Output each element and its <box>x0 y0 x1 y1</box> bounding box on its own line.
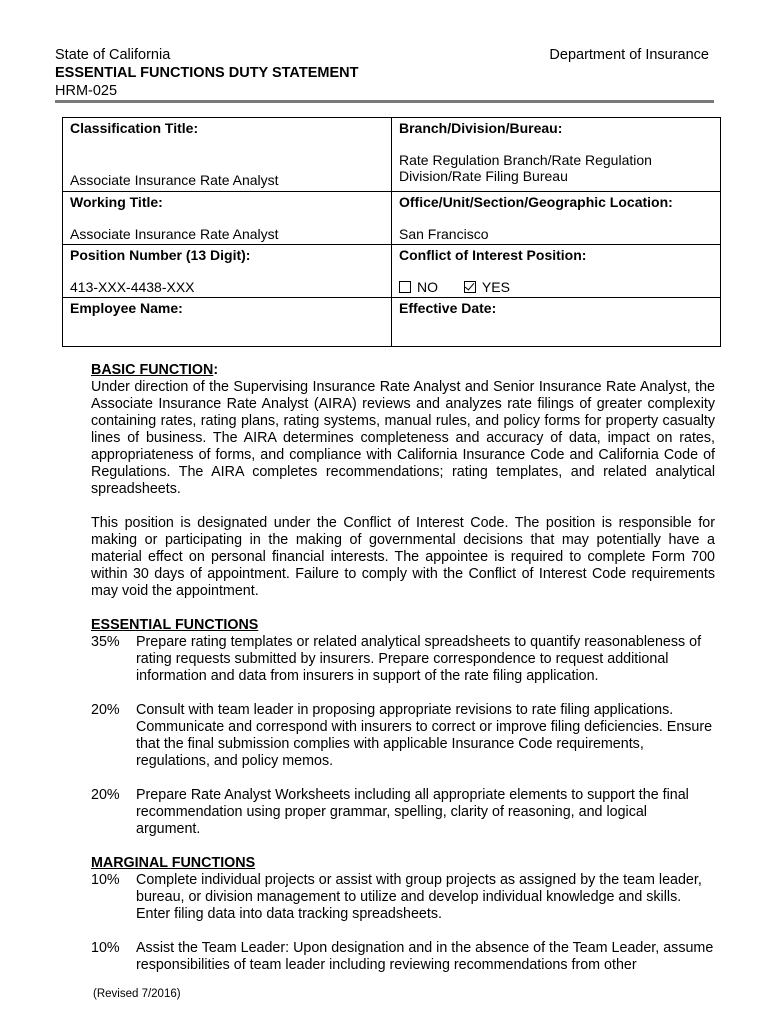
office-cell <box>392 192 721 245</box>
position-number-label: Position Number (13 Digit): <box>70 247 251 263</box>
function-text: Prepare rating templates or related analytical spreadsheets to quantify reasonableness of rating requests submitted by insurers. Prepare correspondence to request additional information and data from insurers in support of the rate filing application. <box>136 634 702 684</box>
function-text: Assist the Team Leader: Upon designation and in the absence of the Team Leader, assume responsibilities of team leader including reviewing recommendations from other <box>136 940 714 973</box>
branch-cell <box>392 118 721 192</box>
department-name: Department of Insurance <box>549 47 709 63</box>
essential-functions-heading: ESSENTIAL FUNCTIONS <box>91 617 259 633</box>
branch-label: Branch/Division/Bureau: <box>399 120 563 136</box>
working-title-value: Associate Insurance Rate Analyst <box>70 226 279 242</box>
revision-note: (Revised 7/2016) <box>93 988 181 1000</box>
conflict-yes-option[interactable] <box>464 279 510 295</box>
conflict-label: Conflict of Interest Position: <box>399 247 587 263</box>
function-percent: 35% <box>91 634 120 650</box>
basic-function-heading-line <box>91 362 715 379</box>
marginal-function-item <box>91 940 715 974</box>
document-title: ESSENTIAL FUNCTIONS DUTY STATEMENT <box>55 65 359 81</box>
document-body <box>91 362 715 974</box>
conflict-cell <box>392 245 721 298</box>
header-divider <box>55 100 714 103</box>
position-number-cell <box>63 245 392 298</box>
classification-label: Classification Title: <box>70 120 199 136</box>
position-info-table <box>62 117 721 347</box>
function-percent: 10% <box>91 940 120 956</box>
conflict-no-label: NO <box>417 279 438 295</box>
essential-function-item <box>91 634 715 685</box>
heading-colon: : <box>213 362 219 378</box>
effective-date-label: Effective Date: <box>399 300 497 316</box>
marginal-function-item <box>91 872 715 923</box>
document-header <box>55 46 358 100</box>
conflict-no-option[interactable] <box>399 279 438 295</box>
function-percent: 20% <box>91 787 120 803</box>
employee-name-label: Employee Name: <box>70 300 183 316</box>
classification-value: Associate Insurance Rate Analyst <box>70 172 279 188</box>
conflict-yes-checkbox[interactable] <box>464 281 476 293</box>
working-title-label: Working Title: <box>70 194 163 210</box>
essential-function-item <box>91 787 715 838</box>
function-text: Prepare Rate Analyst Worksheets including all appropriate elements to support the final recommendation using proper grammar, spelling, clarity of reasoning, and logical argument. <box>136 787 689 837</box>
conflict-no-checkbox[interactable] <box>399 281 411 293</box>
function-text: Consult with team leader in proposing appropriate revisions to rate filing applications. Communicate and correspond with insurers to correct or improve filing deficiencies. Ensure that the final submission complies with applicable Insurance Code requirements, regulations, and policy memos. <box>136 702 713 769</box>
effective-date-cell[interactable] <box>392 298 721 347</box>
state-name: State of California <box>55 47 171 63</box>
employee-name-cell[interactable] <box>63 298 392 347</box>
form-number: HRM-025 <box>55 83 118 99</box>
office-value: San Francisco <box>399 226 489 242</box>
office-label: Office/Unit/Section/Geographic Location: <box>399 194 673 210</box>
classification-cell <box>63 118 392 192</box>
function-percent: 20% <box>91 702 120 718</box>
marginal-functions-heading: MARGINAL FUNCTIONS <box>91 855 256 871</box>
branch-value: Rate Regulation Branch/Rate Regulation Division/Rate Filing Bureau <box>399 152 652 184</box>
basic-function-heading: BASIC FUNCTION <box>91 362 214 378</box>
function-text: Complete individual projects or assist with group projects as assigned by the team leader, bureau, or division management to utilize and develop individual knowledge and skills. Enter filing data into data tracking spreadsheets. <box>136 872 702 922</box>
position-number-value: 413-XXX-4438-XXX <box>70 279 195 295</box>
essential-function-item <box>91 702 715 770</box>
basic-function-paragraph: Under direction of the Supervising Insurance Rate Analyst and Senior Insurance Rate Analyst, the Associate Insurance Rate Analyst (AIRA) reviews and analyzes rate filings of greater complexity containing rates, rating plans, rating systems, manual rules, and policy forms for property casualty lines of business. The AIRA determines completeness and accuracy of data, impact on rates, appropriateness of forms, and compliance with California Insurance Code and California Code of Regulations. The AIRA completes recommendations; rating templates, and related analytical spreadsheets. <box>91 379 715 497</box>
conflict-paragraph: This position is designated under the Conflict of Interest Code. The position is responsible for making or participating in the making of governmental decisions that may potentially have a material effect on personal financial interests. The appointee is required to complete Form 700 within 30 days of appointment. Failure to comply with the Conflict of Interest Code requirements may void the appointment. <box>91 515 715 599</box>
conflict-yes-label: YES <box>481 279 510 295</box>
working-title-cell <box>63 192 392 245</box>
function-percent: 10% <box>91 872 120 888</box>
